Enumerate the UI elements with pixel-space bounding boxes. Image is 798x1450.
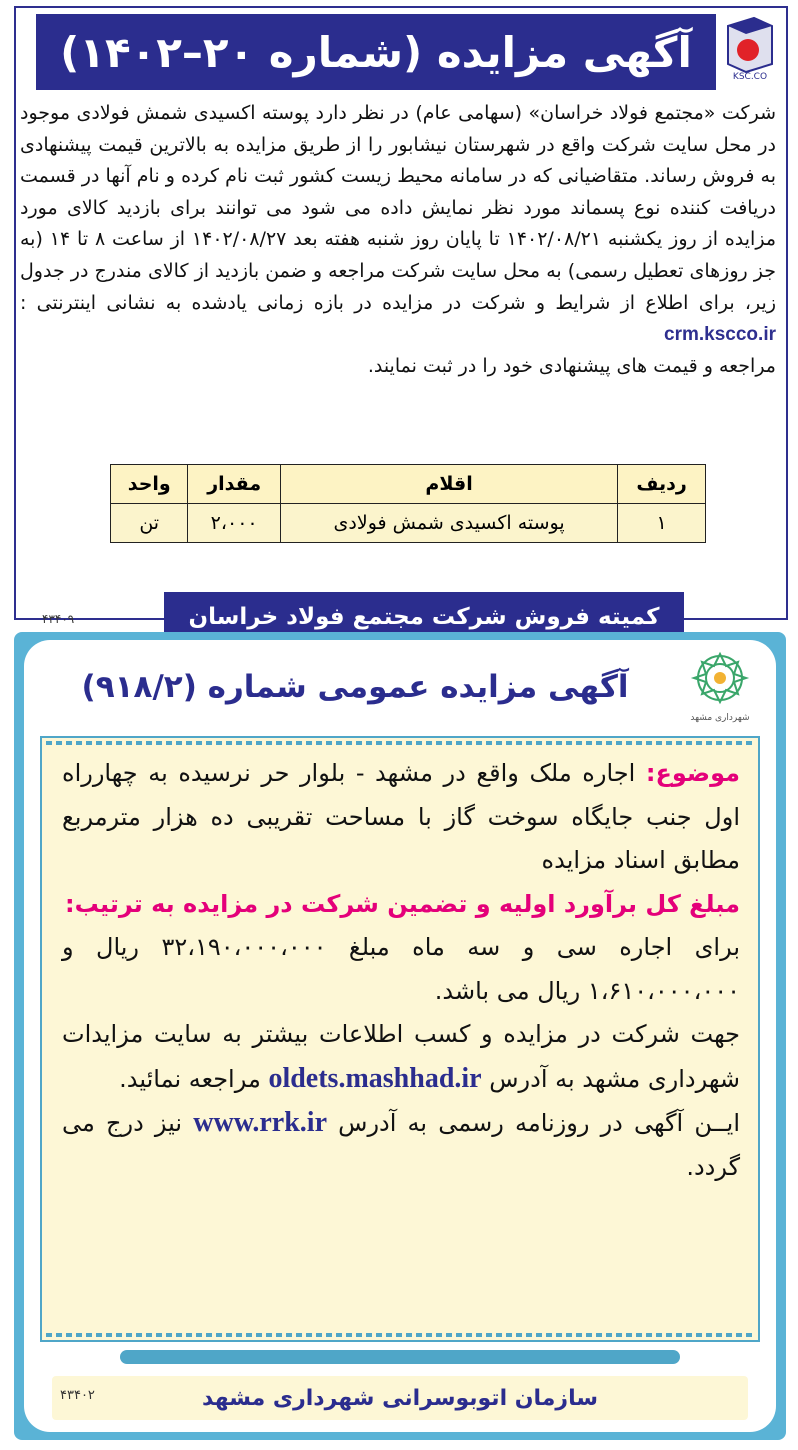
items-table [110, 464, 706, 543]
table-row [111, 504, 706, 543]
official-gazette-link[interactable]: www.rrk.ir [193, 1107, 328, 1138]
ad-frame [24, 640, 776, 1432]
subject-label: موضوع: [645, 759, 740, 787]
ad-header [24, 640, 776, 736]
website-link[interactable]: crm.kscco.ir [664, 324, 776, 346]
ad-body-closing: مراجعه و قیمت های پیشنهادی خود را در ثبت نمایند. [367, 354, 776, 377]
subject-paragraph [62, 752, 740, 883]
mashhad-municipality-logo [686, 648, 754, 728]
table-header-row [111, 465, 706, 504]
info-paragraph [62, 1013, 740, 1101]
cell-row-no: ۱ [618, 504, 706, 543]
cell-item: پوسته اکسیدی شمش فولادی [280, 504, 617, 543]
panel-bottom-border [46, 1333, 754, 1337]
price-text: برای اجاره سی و سه ماه مبلغ ۳۲،۱۹۰،۰۰۰،۰۰۰ ریال و ۱،۶۱۰،۰۰۰،۰۰۰ ریال می باشد. [62, 933, 741, 1005]
ad-body [20, 98, 776, 382]
col-header-row-no: ردیف [618, 465, 706, 504]
ad-title: آگهی مزایده (شماره ۲۰–۱۴۰۲) [36, 14, 716, 90]
cell-amount: ۲،۰۰۰ [188, 504, 280, 543]
ksc-logo [724, 16, 776, 80]
publish-text-end: نیز درج می گردد. [62, 1109, 740, 1181]
publish-text: ایــن آگهی در روزنامه رسمی به آدرس [338, 1109, 740, 1137]
col-header-items: اقلام [280, 465, 617, 504]
ad-footer: سازمان اتوبوسرانی شهرداری مشهد [52, 1376, 748, 1420]
auction-ad-khorasan-steel [14, 6, 786, 630]
col-header-unit: واحد [111, 465, 188, 504]
subject-text: اجاره ملک واقع در مشهد - بلوار حر نرسیده به چهارراه اول جنب جایگاه سوخت گاز با مساحت تقریبی ده هزار مترمربع مطابق اسناد مزایده [62, 759, 740, 874]
panel-top-border [46, 741, 754, 745]
ad-code: ۴۳۴۰۲ [60, 1388, 95, 1403]
ksc-logo-text: KSC.CO [732, 72, 768, 80]
ad-content-panel [40, 736, 760, 1342]
info-text: جهت شرکت در مزایده و کسب اطلاعات بیشتر به سایت مزایدات شهرداری مشهد به آدرس [62, 1020, 740, 1093]
price-heading: مبلغ کل برآورد اولیه و تضمین شرکت در مزایده به ترتیب: [65, 889, 740, 918]
publish-paragraph [62, 1101, 740, 1189]
decorative-ribbon [120, 1350, 680, 1364]
ad-body-text: شرکت «مجتمع فولاد خراسان» (سهامی عام) در نظر دارد پوسته اکسیدی شمش فولادی موجود در محل سایت شرکت واقع در شهرستان نیشابور را از طریق مزایده به بالاترین قیمت پیشنهادی به فروش رساند. متقاضیانی که در سامانه محیط زیست کشور ثبت نام کرده و نام آنها در قسمت دریافت کننده نوع پسماند مورد نظر نمایش داده می شود می توانند برای بازدید کالای مورد مزایده از روز یکشنبه ۱۴۰۲/۰۸/۲۱ تا پایان روز شنبه هفته بعد ۱۴۰۲/۰۸/۲۷ از ساعت ۸ تا ۱۴ (به جز روزهای تعطیل رسمی) به محل سایت شرکت مراجعه و ضمن بازدید از کالای مندرج در جدول زیر، برای اطلاع از شرایط و شرکت در مزایده در بازه زمانی یادشده به نشانی اینترنتی : [20, 102, 776, 314]
ad-footer: کمیته فروش شرکت مجتمع فولاد خراسان [164, 592, 684, 642]
auction-ad-mashhad-bus [14, 632, 786, 1440]
municipality-logo-text: شهرداری مشهد [690, 713, 750, 723]
info-text-end: مراجعه نمائید. [119, 1064, 261, 1093]
ad-title: آگهی مزایده عمومی شماره (۹۱۸/۲) [81, 669, 629, 705]
ad-body [62, 752, 740, 1189]
cell-unit: تن [111, 504, 188, 543]
ad-code: ۴۳۴۰۹ [42, 612, 75, 626]
col-header-amount: مقدار [188, 465, 280, 504]
auction-site-link[interactable]: oldets.mashhad.ir [268, 1062, 482, 1094]
